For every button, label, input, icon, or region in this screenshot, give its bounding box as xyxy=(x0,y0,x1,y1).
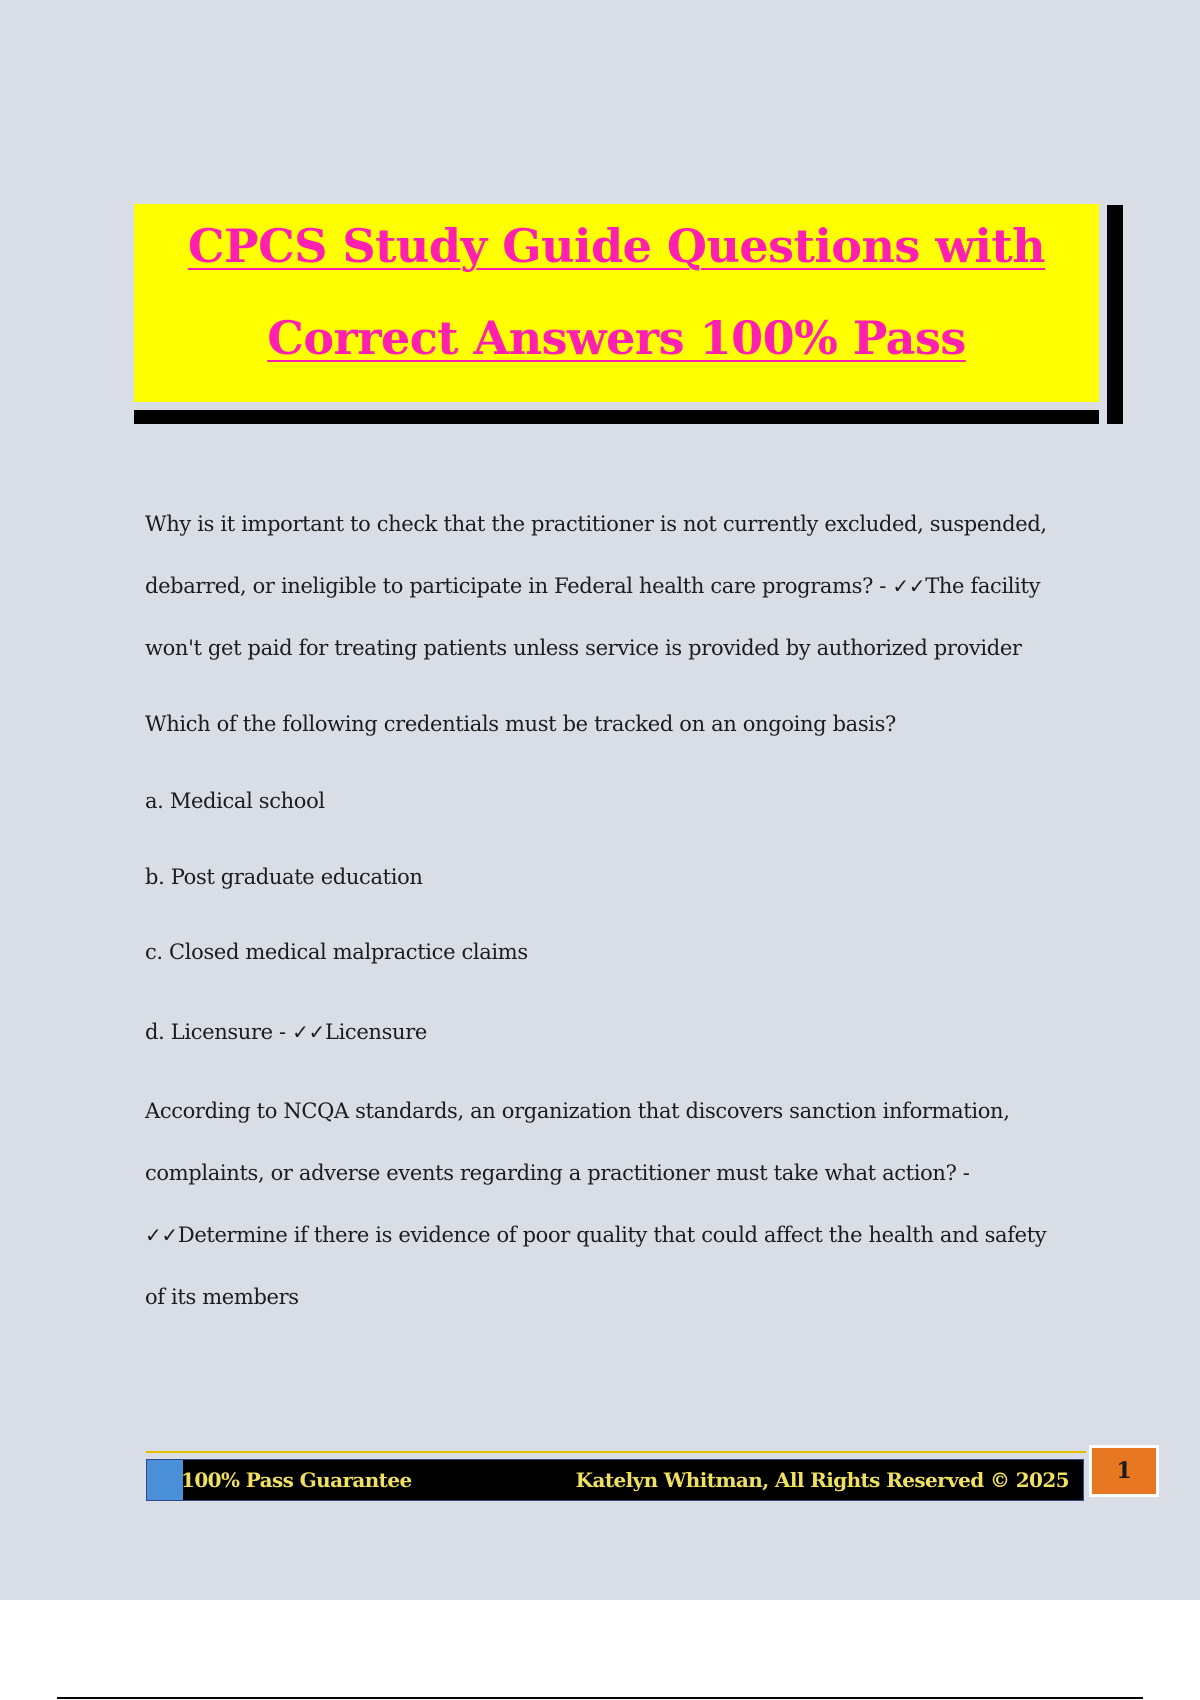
banner-shadow-bottom xyxy=(134,410,1123,424)
footer-bar xyxy=(146,1459,1084,1501)
question-1-line-2-text: debarred, or ineligible to participate in Federal health care programs? - xyxy=(145,574,893,598)
option-d-line xyxy=(145,1008,1085,1070)
question-1-line-2 xyxy=(145,562,1085,624)
question-1 xyxy=(145,500,1085,686)
question-2-text: Which of the following credentials must be tracked on an ongoing basis? xyxy=(145,712,896,736)
page-number-box xyxy=(1089,1445,1159,1497)
question-3-answer: Determine if there is evidence of poor quality that could affect the health and safety xyxy=(177,1223,1047,1247)
footer-rule xyxy=(146,1451,1086,1453)
question-3-line-4: of its members xyxy=(145,1285,299,1309)
question-2-option-c xyxy=(145,928,1085,990)
page-number: 1 xyxy=(1116,1458,1132,1484)
double-check-icon: ✓✓ xyxy=(292,1020,325,1044)
question-1-answer-start: The facility xyxy=(925,574,1041,598)
title-banner xyxy=(134,204,1099,402)
question-2-option-a xyxy=(145,777,1085,839)
question-1-line-3: won't get paid for treating patients unless service is provided by authorized provider xyxy=(145,636,1022,660)
question-2-option-d xyxy=(145,1008,1085,1070)
question-2-answer: Licensure xyxy=(324,1020,427,1044)
next-page-top-rule xyxy=(57,1697,1143,1699)
footer-copyright: Katelyn Whitman, All Rights Reserved © 2025 xyxy=(575,1468,1069,1492)
question-3 xyxy=(145,1087,1085,1335)
option-c-text: c. Closed medical malpractice claims xyxy=(145,940,528,964)
document-title-line-2: Correct Answers 100% Pass xyxy=(267,311,966,365)
option-d-text: d. Licensure - xyxy=(145,1020,293,1044)
question-1-line-1: Why is it important to check that the practitioner is not currently excluded, suspended, xyxy=(145,512,1047,536)
option-b-text: b. Post graduate education xyxy=(145,865,423,889)
question-2 xyxy=(145,700,1085,762)
footer-left-text: 100% Pass Guarantee xyxy=(181,1468,412,1492)
question-2-option-b xyxy=(145,853,1085,915)
document-title-line-1: CPCS Study Guide Questions with xyxy=(187,219,1046,273)
double-check-icon: ✓✓ xyxy=(145,1223,178,1247)
double-check-icon: ✓✓ xyxy=(892,574,926,598)
question-3-line-2: complaints, or adverse events regarding a practitioner must take what action? - xyxy=(145,1161,970,1185)
option-a-text: a. Medical school xyxy=(145,789,325,813)
question-3-line-3 xyxy=(145,1211,1085,1273)
banner-gap-right xyxy=(1099,205,1107,424)
banner-gap-bottom xyxy=(134,402,1107,410)
question-3-line-1: According to NCQA standards, an organization that discovers sanction information, xyxy=(145,1099,1010,1123)
